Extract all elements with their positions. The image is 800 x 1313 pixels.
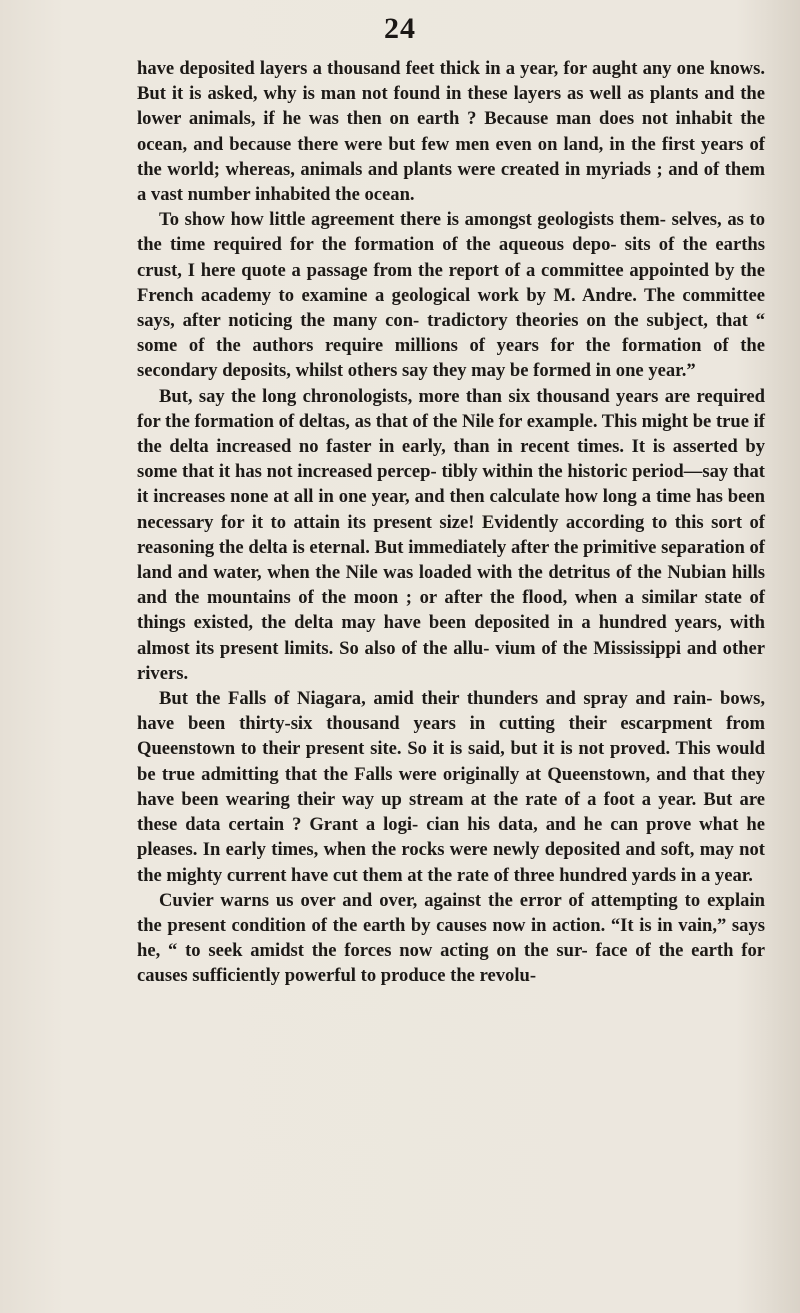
page-number: 24 <box>384 12 416 45</box>
paragraph-5: Cuvier warns us over and over, against the error of attempting to explain the present condition of the earth by causes now in action. “It is in vain,” says he, “ to seek amidst the forces now acting on the sur- face of the earth for causes sufficiently powerful to produce the revolu- <box>137 889 765 987</box>
body-text <box>137 56 765 989</box>
paragraph-3: But, say the long chronologists, more than six thousand years are required for the formation of deltas, as that of the Nile for example. This might be true if the delta increased no faster in early, than in recent times. It is asserted by some that it has not increased percep- tibly within the historic period—say that it increases none at all in one year, and then calculate how long a time has been necessary for it to attain its present size! Evidently according to this sort of reasoning the delta is eternal. But immediately after the primitive separation of land and water, when the Nile was loaded with the detritus of the Nubian hills and the mountains of the moon ; or after the flood, when a similar state of things existed, the delta may have been deposited in a hundred years, with almost its present limits. So also of the allu- vium of the Mississippi and other rivers. <box>137 385 765 684</box>
paragraph-1: have deposited layers a thousand feet thick in a year, for aught any one knows. But it is asked, why is man not found in these layers as well as plants and the lower animals, if he was then on earth ? Because man does not inhabit the ocean, and because there were but few men even on land, in the first years of the world; whereas, animals and plants were created in myriads ; and of them a vast number inhabited the ocean. <box>137 58 765 206</box>
paragraph-2: To show how little agreement there is amongst geologists them- selves, as to the time required for the formation of the aqueous depo- sits of the earths crust, I here quote a passage from the report of a committee appointed by the French academy to examine a geological work by M. Andre. The committee says, after noticing the many con- tradictory theories on the subject, that “ some of the authors require millions of years for the formation of the secondary deposits, whilst others say they may be formed in one year.” <box>137 209 765 382</box>
paragraph-4: But the Falls of Niagara, amid their thunders and spray and rain- bows, have been thirty-six thousand years in cutting their escarpment from Queenstown to their present site. So it is said, but it is not proved. This would be true admitting that the Falls were originally at Queenstown, and that they have been wearing their way up stream at the rate of a foot a year. But are these data certain ? Grant a logi- cian his data, and he can prove what he pleases. In early times, when the rocks were newly deposited and soft, may not the mighty current have cut them at the rate of three hundred yards in a year. <box>137 688 765 886</box>
